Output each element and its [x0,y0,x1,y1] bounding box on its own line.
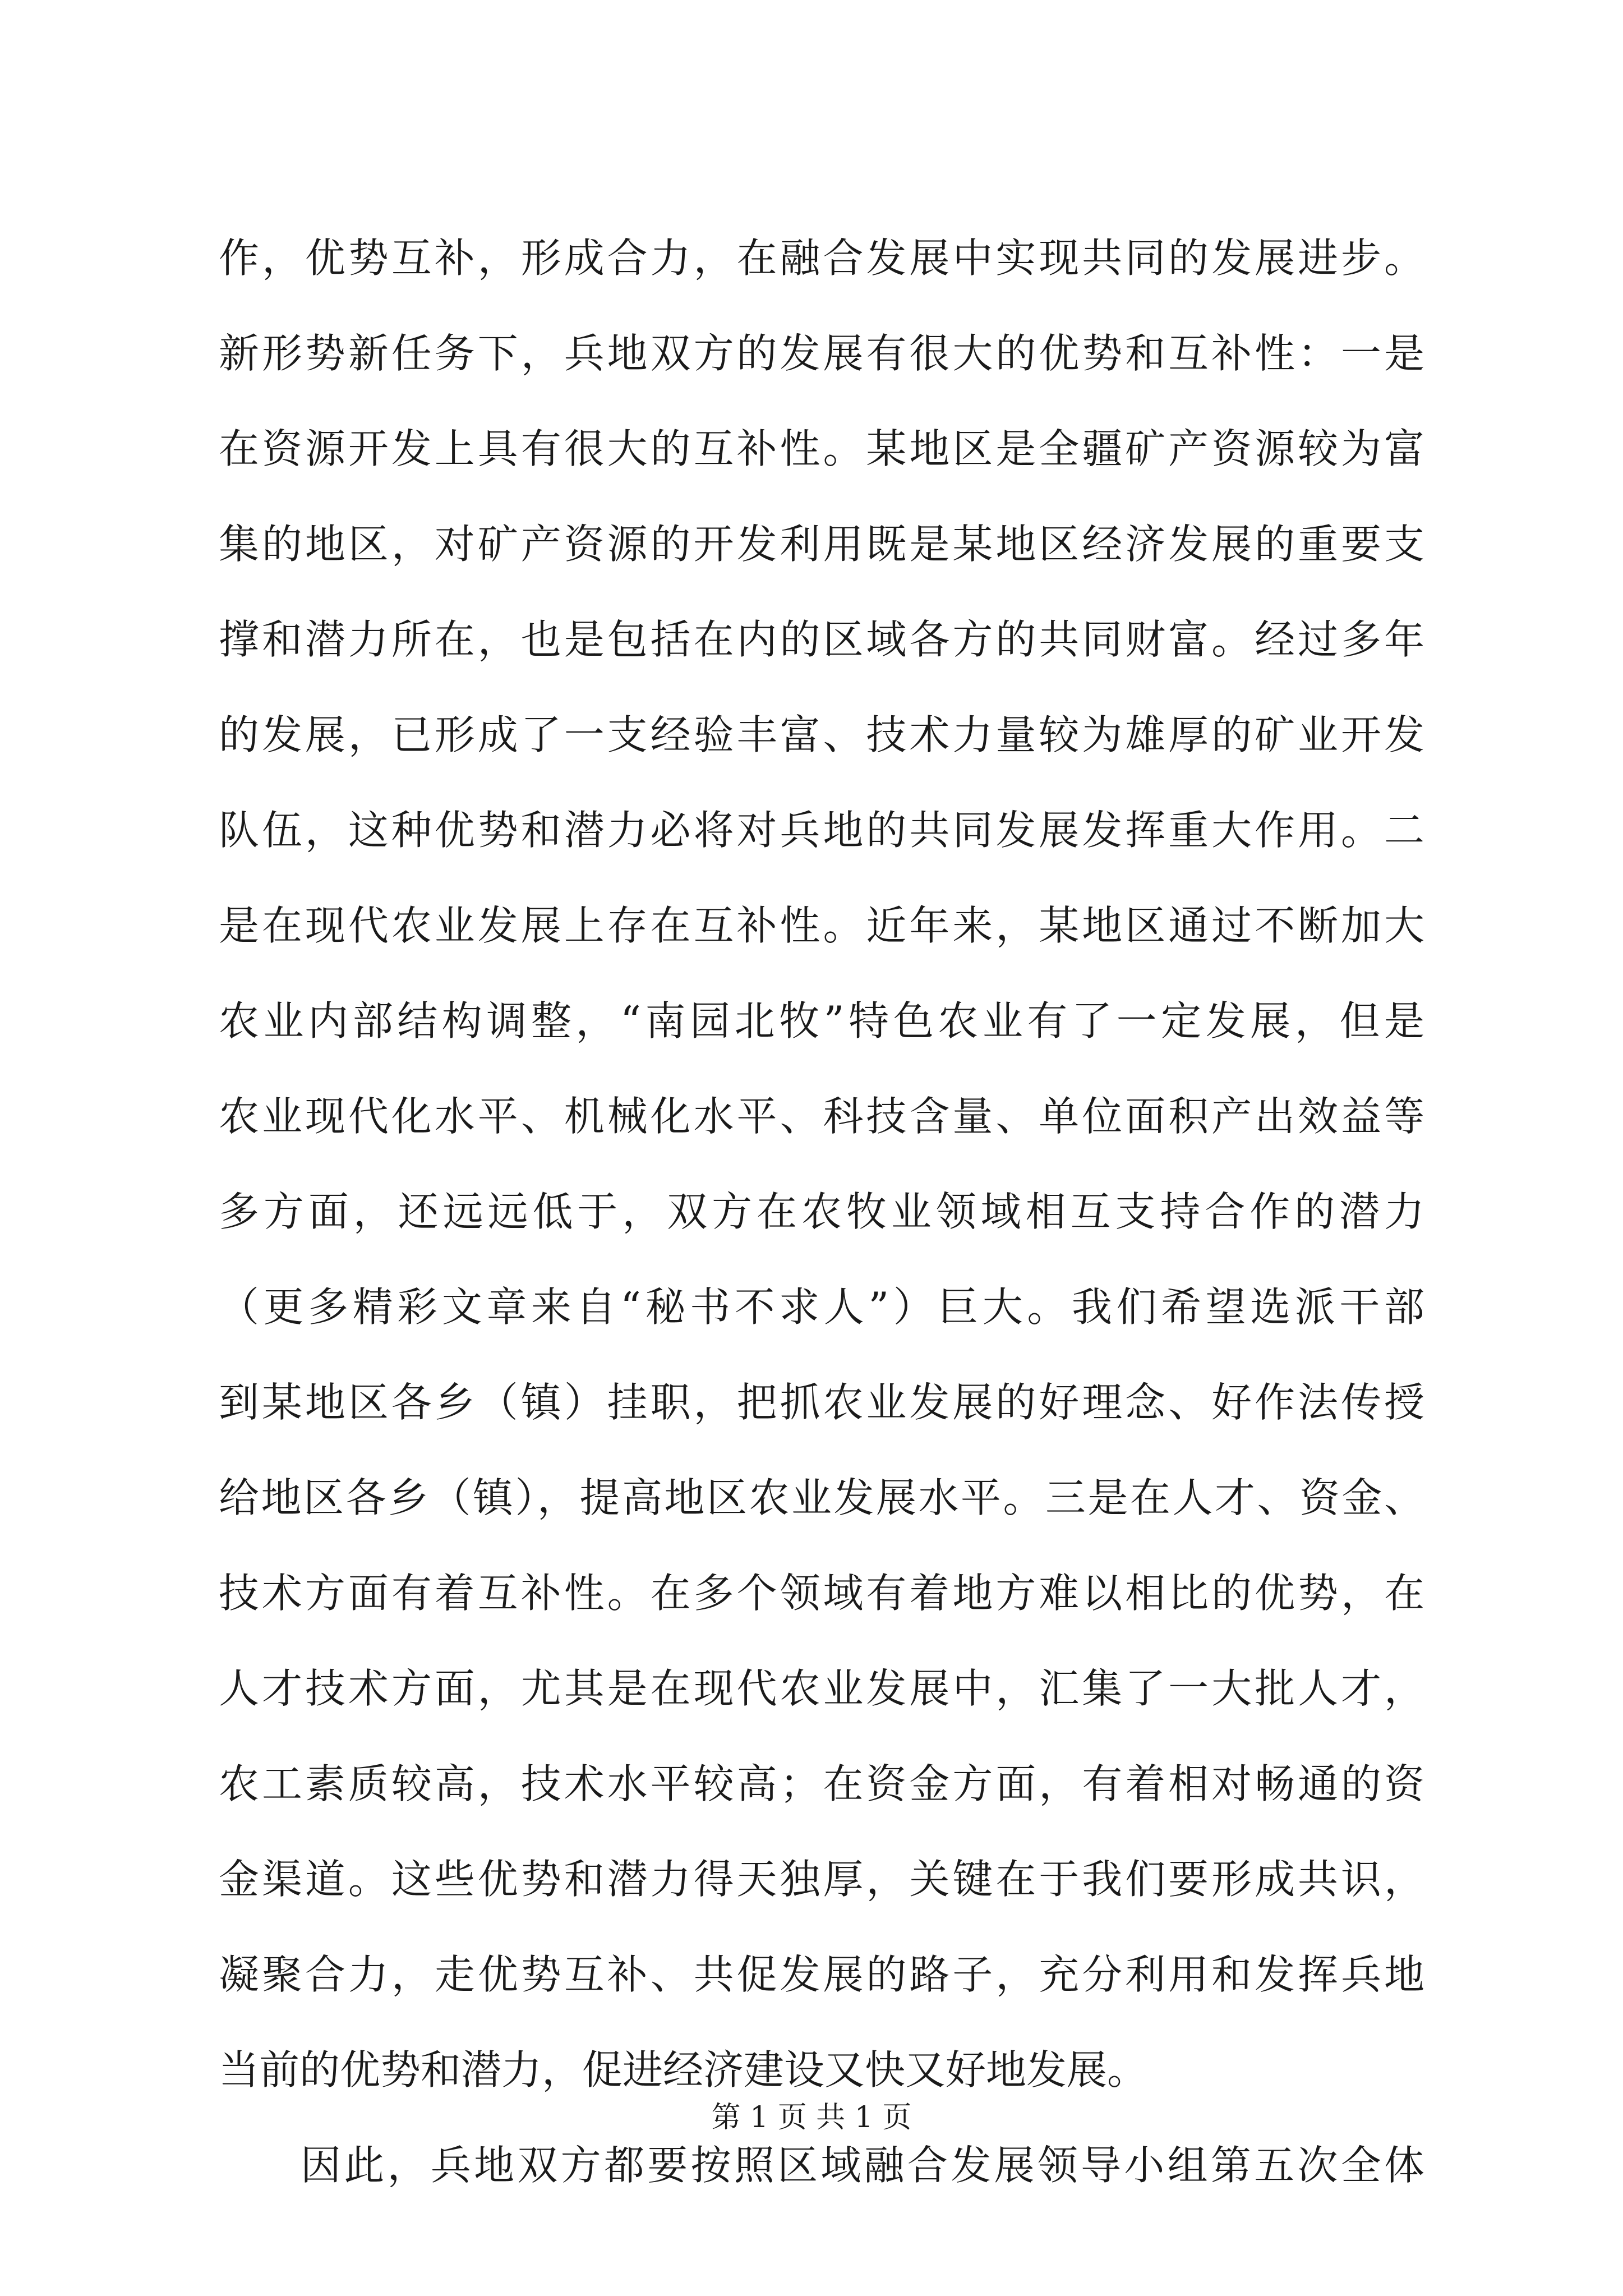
page-footer: 第 1 页 共 1 页 [711,2101,912,2134]
body-text [219,210,1424,2213]
text-line: 集的地区，对矿产资源的开发利用既是某地区经济发展的重要支 [219,521,1424,568]
paragraph-end-line: 当前的优势和潜力，促进经济建设又快又好地发展。 [219,2046,1148,2093]
text-line: 多方面，还远远低于，双方在农牧业领域相互支持合作的潜力 [219,1188,1424,1235]
text-line: 是在现代农业发展上存在互补性。近年来，某地区通过不断加大 [219,902,1424,949]
text-line: 农业现代化水平、机械化水平、科技含量、单位面积产出效益等 [219,1093,1424,1140]
text-line: 金渠道。这些优势和潜力得天独厚，关键在于我们要形成共识， [219,1856,1424,1903]
text-line: 作，优势互补，形成合力，在融合发展中实现共同的发展进步。 [219,234,1424,282]
paragraph-start-line: 因此，兵地双方都要按照区域融合发展领导小组第五次全体 [301,2142,1424,2189]
text-line: 队伍，这种优势和潜力必将对兵地的共同发展发挥重大作用。二 [219,807,1424,854]
text-line: 给地区各乡（镇），提高地区农业发展水平。三是在人才、资金、 [219,1474,1424,1521]
text-line: 撑和潜力所在，也是包括在内的区域各方的共同财富。经过多年 [219,616,1424,663]
text-line: 凝聚合力，走优势互补、共促发展的路子，充分利用和发挥兵地 [219,1951,1424,1998]
text-line: 的发展，已形成了一支经验丰富、技术力量较为雄厚的矿业开发 [219,711,1424,758]
text-line: 在资源开发上具有很大的互补性。某地区是全疆矿产资源较为富 [219,425,1424,472]
text-line: 农业内部结构调整，“南园北牧”特色农业有了一定发展，但是 [219,997,1424,1045]
text-line: 农工素质较高，技术水平较高；在资金方面，有着相对畅通的资 [219,1760,1424,1807]
text-line: 到某地区各乡（镇）挂职，把抓农业发展的好理念、好作法传授 [219,1379,1424,1426]
text-line: （更多精彩文章来自“秘书不求人”）巨大。我们希望选派干部 [219,1283,1424,1331]
text-line: 人才技术方面，尤其是在现代农业发展中，汇集了一大批人才， [219,1665,1424,1712]
text-line: 新形势新任务下，兵地双方的发展有很大的优势和互补性：一是 [219,330,1424,377]
text-line: 技术方面有着互补性。在多个领域有着地方难以相比的优势，在 [219,1570,1424,1617]
